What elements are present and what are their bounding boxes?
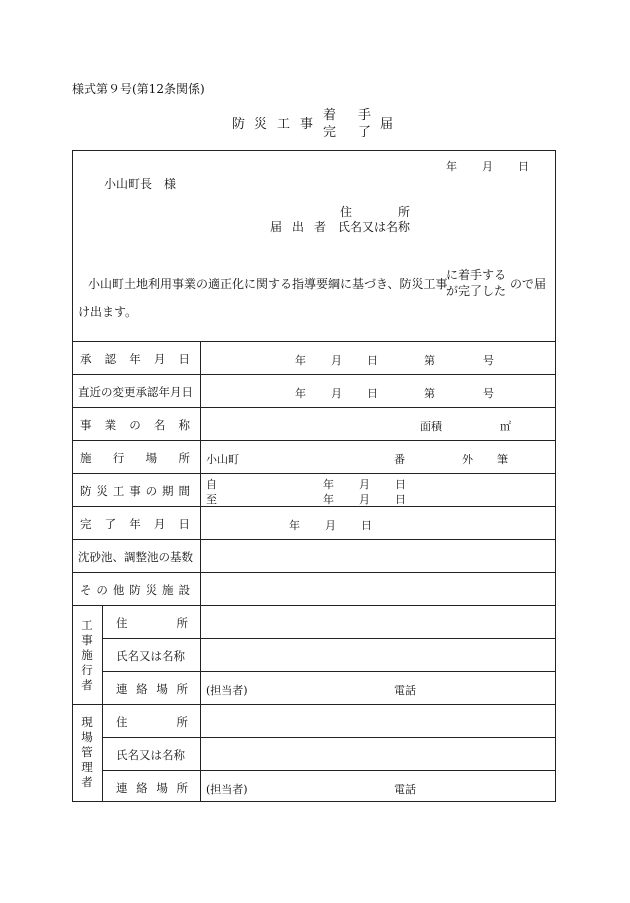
period-from-month: 月 <box>359 478 370 491</box>
label-char: 名 <box>153 418 166 432</box>
label-char: 事 <box>81 633 93 647</box>
row-divider <box>72 572 556 573</box>
label-char: 災 <box>145 583 158 597</box>
label-char: 称 <box>178 418 190 432</box>
label-char: 認 <box>104 352 117 366</box>
period-from: 自 <box>206 478 217 491</box>
label-char: 施 <box>162 583 174 597</box>
project-name-label <box>80 417 190 433</box>
row-divider <box>72 440 556 441</box>
applicant-label: 者 <box>314 220 327 234</box>
row-divider <box>72 341 556 342</box>
row-divider <box>102 737 556 738</box>
label-char: の <box>129 418 141 432</box>
label-char: 理 <box>81 760 93 774</box>
area-label: 面積 <box>420 420 442 433</box>
column-divider <box>200 341 201 802</box>
label-char: 工 <box>81 618 93 632</box>
site-manager-address-label <box>116 714 188 730</box>
label-char: の <box>145 484 158 498</box>
applicant-address-label: 住 <box>340 205 353 219</box>
title-char: 工 <box>277 117 291 132</box>
title-choice-start: 着 <box>323 108 337 123</box>
label-char: の <box>96 583 108 597</box>
label-char: 住 <box>116 616 128 630</box>
site-manager-name-label: 氏名又は名称 <box>116 748 185 762</box>
label-char: 場 <box>145 451 158 465</box>
label-char: 連 <box>116 682 128 696</box>
change-day: 日 <box>367 387 378 400</box>
form-number: 様式第９号(第12条関係) <box>72 82 205 96</box>
date-month: 月 <box>482 160 493 173</box>
period-label <box>80 483 190 499</box>
location-ban: 番 <box>394 453 405 466</box>
location-label <box>80 450 190 466</box>
approval-day: 日 <box>367 354 378 367</box>
label-char: 月 <box>153 352 166 366</box>
row-divider <box>72 506 556 507</box>
label-char: 日 <box>178 352 190 366</box>
row-divider <box>72 704 556 705</box>
body-text-continued: け出ます。 <box>78 305 138 319</box>
label-char: 承 <box>80 352 92 366</box>
applicant-label: 届 <box>270 220 283 234</box>
approval-year: 年 <box>295 354 306 367</box>
row-divider <box>72 473 556 474</box>
label-char: 絡 <box>136 781 148 795</box>
site-manager-group-label <box>80 715 94 790</box>
title-char: 事 <box>300 117 314 132</box>
label-char: 絡 <box>136 682 148 696</box>
label-char: 設 <box>178 583 190 597</box>
label-char: そ <box>80 583 92 597</box>
row-divider <box>72 407 556 408</box>
label-char: 現 <box>81 715 93 729</box>
label-char: 了 <box>104 517 117 531</box>
change-year: 年 <box>295 387 306 400</box>
label-char: 年 <box>129 517 141 531</box>
completion-date-label <box>80 516 190 532</box>
approval-no-prefix: 第 <box>424 354 435 367</box>
body-text-end: ので届 <box>510 277 547 291</box>
period-to-month: 月 <box>359 493 370 506</box>
location-town: 小山町 <box>206 453 239 466</box>
contractor-name-label: 氏名又は名称 <box>116 649 185 663</box>
change-date-label: 直近の変更承認年月日 <box>78 385 193 399</box>
label-char: 住 <box>116 715 128 729</box>
body-choice-complete: が完了した <box>446 284 507 298</box>
row-divider <box>72 539 556 540</box>
label-char: 所 <box>176 715 188 729</box>
contractor-person-label: (担当者) <box>206 684 248 697</box>
approval-no-suffix: 号 <box>483 354 494 367</box>
title-choice-end: 完 <box>323 125 337 140</box>
completion-day: 日 <box>361 519 372 532</box>
contractor-group-label <box>80 618 94 693</box>
label-char: 場 <box>81 730 93 744</box>
period-to-day: 日 <box>395 493 406 506</box>
title-choice-end: 了 <box>358 125 372 140</box>
label-char: 他 <box>112 583 125 597</box>
title-char: 災 <box>254 117 268 132</box>
row-divider <box>72 374 556 375</box>
applicant-label: 出 <box>292 220 305 234</box>
period-to-year: 年 <box>323 493 334 506</box>
change-no-prefix: 第 <box>424 387 435 400</box>
body-choice-start: に着手する <box>446 268 507 282</box>
label-char: 日 <box>178 517 190 531</box>
title-char: 防 <box>232 117 246 132</box>
label-char: 者 <box>81 775 93 789</box>
applicant-name-label: 氏名又は名称 <box>338 220 411 234</box>
site-manager-phone-label: 電話 <box>394 783 416 796</box>
site-manager-person-label: (担当者) <box>206 783 248 796</box>
row-divider <box>72 605 556 606</box>
label-char: 場 <box>156 781 168 795</box>
label-char: 管 <box>81 745 93 759</box>
completion-year: 年 <box>289 519 300 532</box>
label-char: 行 <box>112 451 125 465</box>
label-char: 業 <box>104 418 117 432</box>
label-char: 施 <box>81 648 93 662</box>
row-divider <box>102 770 556 771</box>
row-divider <box>102 638 556 639</box>
period-from-year: 年 <box>323 478 334 491</box>
label-char: 期 <box>162 484 174 498</box>
title-choice-start: 手 <box>358 108 372 123</box>
contractor-phone-label: 電話 <box>394 684 416 697</box>
label-char: 事 <box>129 484 141 498</box>
row-divider <box>102 671 556 672</box>
column-divider <box>102 605 103 802</box>
label-char: 所 <box>176 616 188 630</box>
change-month: 月 <box>331 387 342 400</box>
label-char: 工 <box>112 484 125 498</box>
approval-month: 月 <box>331 354 342 367</box>
contractor-address-label <box>116 615 188 631</box>
period-to: 至 <box>206 493 217 506</box>
label-char: 完 <box>80 517 92 531</box>
period-from-day: 日 <box>395 478 406 491</box>
date-day: 日 <box>518 160 529 173</box>
addressee: 小山町長 様 <box>104 177 177 191</box>
label-char: 連 <box>116 781 128 795</box>
label-char: 災 <box>96 484 108 498</box>
label-char: 間 <box>178 484 190 498</box>
title-suffix: 届 <box>380 117 394 132</box>
ponds-label: 沈砂池、調整池の基数 <box>78 550 193 564</box>
label-char: 所 <box>176 781 188 795</box>
other-facilities-label <box>80 582 190 598</box>
label-char: 月 <box>153 517 166 531</box>
label-char: 防 <box>80 484 92 498</box>
location-hitsu: 筆 <box>497 453 508 466</box>
label-char: 施 <box>80 451 92 465</box>
area-unit: ㎡ <box>500 420 511 433</box>
contractor-contact-label <box>116 681 188 697</box>
label-char: 年 <box>129 352 141 366</box>
completion-month: 月 <box>325 519 336 532</box>
label-char: 場 <box>156 682 168 696</box>
label-char: 事 <box>80 418 92 432</box>
label-char: 防 <box>129 583 141 597</box>
date-year: 年 <box>446 160 457 173</box>
label-char: 者 <box>81 678 93 692</box>
label-char: 所 <box>178 451 190 465</box>
site-manager-contact-label <box>116 780 188 796</box>
approval-date-label <box>80 351 190 367</box>
body-text: 小山町土地利用事業の適正化に関する指導要綱に基づき、防災工事 <box>88 277 448 291</box>
location-gai: 外 <box>462 453 473 466</box>
applicant-address-label: 所 <box>398 205 411 219</box>
change-no-suffix: 号 <box>483 387 494 400</box>
label-char: 行 <box>81 663 93 677</box>
label-char: 所 <box>176 682 188 696</box>
